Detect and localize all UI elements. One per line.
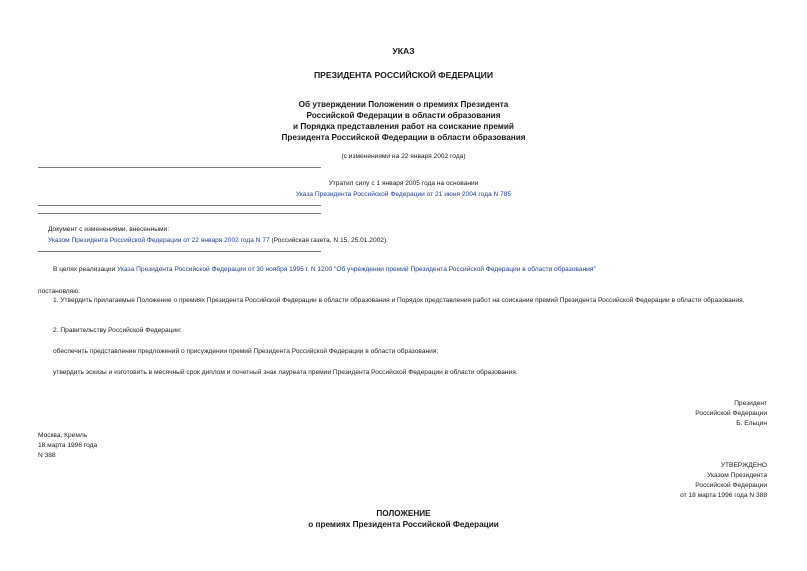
divider (38, 205, 321, 206)
approval-line-2: Указом Президента (707, 472, 767, 479)
regulation-title: ПОЛОЖЕНИЕ (376, 509, 431, 518)
subject-line-1: Об утверждении Положения о премиях Президента (298, 100, 509, 109)
document-title: УКАЗ (392, 46, 415, 56)
item-2-b: утвердить эскизы и изготовить в месячный срок диплом и почетный знак лауреата премии Президента Российской Федерации в области образования. (53, 369, 518, 376)
document-issuer: ПРЕЗИДЕНТА РОССИЙСКОЙ ФЕДЕРАЦИИ (313, 70, 494, 80)
item-2: 2. Правительству Российской Федерации: (53, 327, 182, 334)
regulation-subtitle: о премиях Президента Российской Федерации (308, 520, 499, 529)
changes-source: (Российская газета, N 15, 25.01.2002). (269, 237, 388, 244)
changes-label: Документ с изменениями, внесенными: (48, 226, 170, 233)
subject-line-3: и Порядка представления работ на соискание премий (293, 122, 514, 131)
subject-line-4: Президента Российской Федерации в области образования (281, 133, 526, 142)
signature-title-1: Президент (734, 400, 767, 407)
invalid-basis-link[interactable]: Указа Президента Российской Федерации от 21 июня 2004 года N 785 (295, 191, 512, 198)
place: Москва, Кремль (38, 432, 88, 439)
signature-title-2: Российской Федерации (695, 410, 767, 417)
subject-line-2: Российской Федерации в области образования (306, 111, 501, 120)
intro-paragraph (53, 265, 596, 275)
changes-link[interactable]: Указом Президента Российской Федерации от 22 января 2002 года N 77 (48, 237, 270, 244)
item-1: 1. Утвердить прилагаемые Положение о премиях Президента Российской Федерации в области образования и Порядок представления работ на соискание премий Президента Российской Федерации в области образования. (53, 297, 745, 304)
decree-word: постановляю: (38, 288, 81, 295)
intro-prefix: В целях реализации (53, 266, 118, 273)
item-2-a: обеспечить представление предложений о присуждении премий Президента Российской Федерации в области образования; (53, 348, 439, 355)
divider (38, 167, 321, 168)
invalid-status-text: Утратил силу с 1 января 2005 года на основании (328, 180, 479, 187)
divider (38, 213, 321, 214)
approval-line-4: от 18 марта 1996 года N 388 (680, 492, 767, 499)
amendment-note: (с изменениями на 22 января 2002 года) (341, 153, 466, 160)
signature-name: Б. Ельцин (736, 420, 767, 427)
decree-number: N 388 (38, 452, 56, 459)
divider (38, 251, 321, 252)
date: 18 марта 1996 года (38, 442, 98, 449)
intro-link[interactable]: Указа Президента Российской Федерации от 30 ноября 1995 г. N 1200 "Об учреждении премий Президента Российской Федерации в области образования" (117, 266, 596, 273)
changes-line (48, 236, 388, 246)
approval-line-3: Российской Федерации (695, 482, 767, 489)
approval-line-1: УТВЕРЖДЕНО (720, 462, 767, 469)
